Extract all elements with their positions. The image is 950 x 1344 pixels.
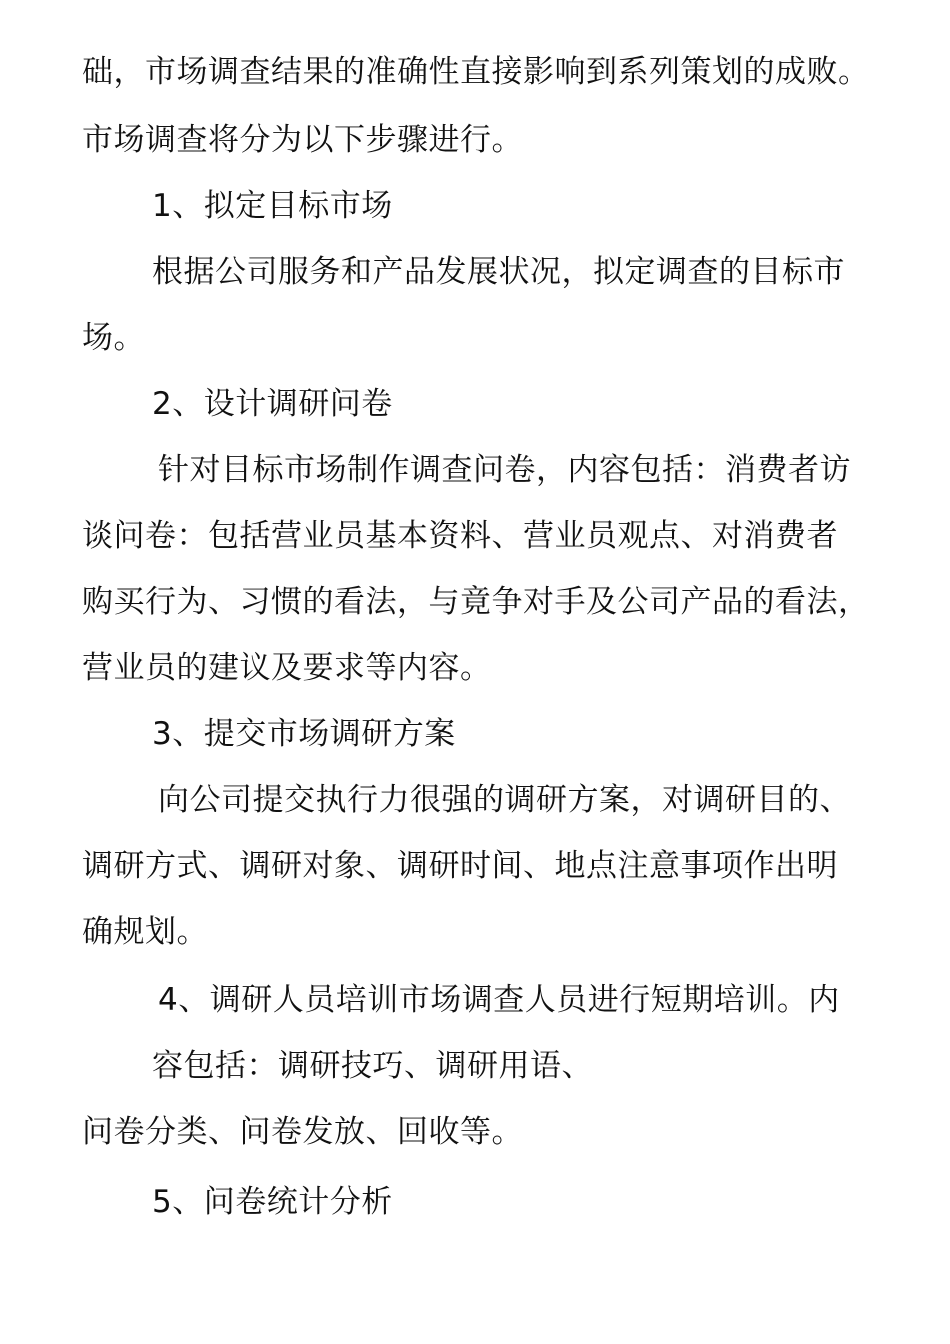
paragraph-line: 营业员的建议及要求等内容。 xyxy=(82,650,492,686)
paragraph-line: 根据公司服务和产品发展状况，拟定调查的目标市 xyxy=(152,254,845,290)
paragraph-line: 谈问卷：包括营业员基本资料、营业员观点、对消费者 xyxy=(82,518,838,554)
section-heading-3: 3、提交市场调研方案 xyxy=(152,716,456,752)
paragraph-line: 购买行为、习惯的看法，与竟争对手及公司产品的看法， xyxy=(82,584,870,620)
section-heading-5: 5、问卷统计分析 xyxy=(152,1184,393,1220)
paragraph-line: 确规划。 xyxy=(82,914,208,950)
paragraph-line: 向公司提交执行力很强的调研方案，对调研目的、 xyxy=(158,782,851,818)
paragraph-line: 问卷分类、问卷发放、回收等。 xyxy=(82,1114,523,1150)
paragraph-line: 调研方式、调研对象、调研时间、地点注意事项作出明 xyxy=(82,848,838,884)
paragraph-line: 场。 xyxy=(82,320,145,356)
section-heading-1: 1、拟定目标市场 xyxy=(152,188,393,224)
paragraph-line: 容包括：调研技巧、调研用语、 xyxy=(152,1048,593,1084)
section-heading-4: 4、调研人员培训市场调查人员进行短期培训。内 xyxy=(158,982,840,1018)
paragraph-line: 础，市场调查结果的准确性直接影响到系列策划的成败。 xyxy=(82,54,870,90)
section-heading-2: 2、设计调研问卷 xyxy=(152,386,393,422)
paragraph-line: 市场调查将分为以下步骤进行。 xyxy=(82,122,523,158)
paragraph-line: 针对目标市场制作调查问卷，内容包括：消费者访 xyxy=(158,452,851,488)
